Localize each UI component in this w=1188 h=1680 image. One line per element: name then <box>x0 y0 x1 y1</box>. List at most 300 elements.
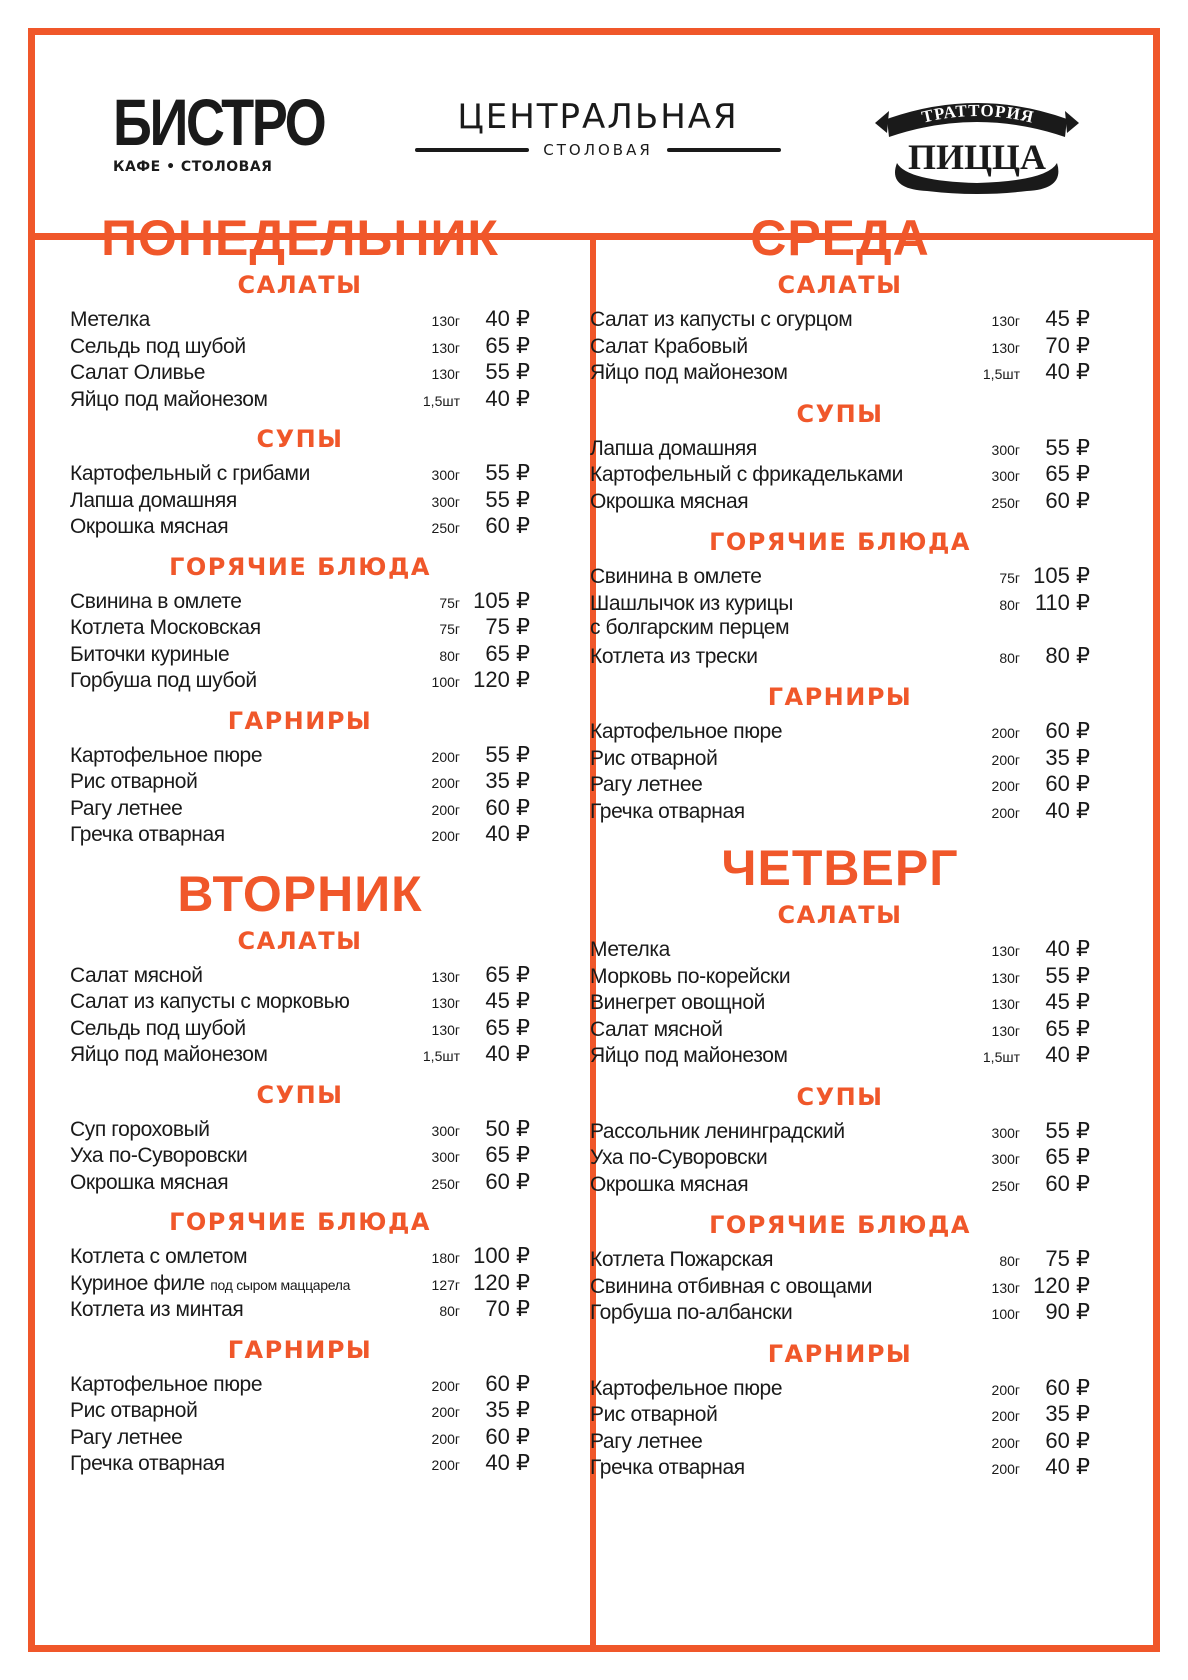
item-price: 40 ₽ <box>1045 936 1090 961</box>
item-name-text: Свинина отбивная с овощами <box>590 1274 873 1298</box>
menu-item <box>70 386 530 413</box>
menu-item <box>70 1296 530 1323</box>
item-name-text: Гречка отварная <box>590 1456 745 1479</box>
item-price: 105 ₽ <box>473 587 530 613</box>
item-name <box>70 462 416 486</box>
item-weight: 300г <box>991 1124 1020 1141</box>
menu-item <box>590 1042 1090 1069</box>
item-weight: 200г <box>991 1434 1020 1451</box>
menu-item <box>70 1116 530 1143</box>
item-weight: 200г <box>431 775 460 791</box>
item-name <box>590 1248 976 1272</box>
menu-item <box>590 745 1090 772</box>
item-price: 55 ₽ <box>485 741 530 767</box>
section-title: ГОРЯЧИЕ БЛЮДА <box>169 552 431 581</box>
item-price: 90 ₽ <box>1045 1299 1090 1324</box>
svg-text:ТРАТТОРИЯ <box>920 101 1036 127</box>
item-name <box>70 1452 416 1476</box>
item-price: 50 ₽ <box>485 1115 530 1141</box>
item-name <box>70 1298 416 1322</box>
item-price: 45 ₽ <box>1045 306 1090 331</box>
logo-line-left <box>415 148 529 152</box>
item-price: 60 ₽ <box>1045 771 1090 796</box>
item-price: 75 ₽ <box>1045 1246 1090 1271</box>
item-name-text: Сельдь под шубой <box>70 334 246 358</box>
item-weight: 180г <box>431 1250 460 1266</box>
item-price: 45 ₽ <box>1045 989 1090 1014</box>
item-price: 40 ₽ <box>485 821 530 846</box>
day-block-2 <box>590 210 1090 824</box>
item-price: 60 ₽ <box>485 513 530 538</box>
item-price: 60 ₽ <box>485 1370 530 1396</box>
menu-item <box>590 718 1090 745</box>
menu-item <box>590 616 1090 643</box>
item-name-text: Винегрет овощной <box>590 991 765 1014</box>
item-name <box>590 747 976 771</box>
item-name-text: Шашлычок из курицы <box>590 591 793 615</box>
item-name-text: Картофельный с фрикадельками <box>590 463 903 486</box>
item-price: 40 ₽ <box>485 1041 530 1066</box>
item-name-text: Салат Крабовый <box>590 334 748 358</box>
item-weight: 130г <box>991 996 1020 1012</box>
item-weight: 75г <box>999 570 1020 586</box>
item-price: 40 ₽ <box>485 385 530 411</box>
section-title: ГАРНИРЫ <box>227 1335 373 1364</box>
item-price: 55 ₽ <box>485 460 530 485</box>
item-weight: 200г <box>991 1381 1020 1398</box>
day-title: ЧЕТВЕРГ <box>721 840 959 896</box>
section-title: СУПЫ <box>796 399 884 428</box>
item-name-text: Лапша домашняя <box>590 436 757 460</box>
item-name <box>70 308 416 332</box>
item-weight: 130г <box>991 1022 1020 1039</box>
item-weight: 250г <box>991 1177 1020 1194</box>
item-name <box>590 308 976 332</box>
menu-item <box>590 1454 1090 1481</box>
menu-item <box>70 306 530 333</box>
menu-item <box>590 1401 1090 1428</box>
menu-item <box>70 487 530 514</box>
item-price: 35 ₽ <box>1045 744 1090 770</box>
section-title: СУПЫ <box>796 1082 884 1111</box>
item-name <box>590 437 976 461</box>
section-title: САЛАТЫ <box>237 926 363 955</box>
menu-item <box>70 1015 530 1042</box>
item-price: 65 ₽ <box>1045 461 1090 486</box>
item-weight: 200г <box>991 1408 1020 1424</box>
menu-item <box>70 359 530 386</box>
item-name <box>590 1403 976 1427</box>
item-name-text: Рис отварной <box>70 1399 198 1422</box>
item-name <box>70 1373 416 1397</box>
item-price: 65 ₽ <box>485 640 530 666</box>
item-name <box>70 643 416 667</box>
item-weight: 130г <box>431 995 460 1011</box>
item-weight: 300г <box>431 1122 460 1139</box>
item-name-text: Окрошка мясная <box>590 1172 749 1196</box>
item-weight: 200г <box>991 778 1020 794</box>
item-price: 120 ₽ <box>473 1269 530 1295</box>
left-column <box>70 210 530 1477</box>
right-column <box>590 210 1090 1481</box>
item-name-text: Рагу летнее <box>590 1429 703 1453</box>
item-name-text: Горбуша по-албански <box>590 1301 793 1324</box>
item-weight: 1,5шт <box>982 1049 1020 1065</box>
item-weight: 75г <box>439 594 460 611</box>
item-price: 65 ₽ <box>485 332 530 358</box>
logo-bistro-title: БИСТРО <box>113 85 325 159</box>
item-name-text: Яйцо под майонезом <box>590 1044 788 1067</box>
item-note: под сыром маццарела <box>210 1276 351 1293</box>
item-name <box>590 592 976 616</box>
item-name-text: с болгарским перцем <box>590 616 790 639</box>
item-name-text: Рагу летнее <box>590 773 703 796</box>
item-weight: 1,5шт <box>422 392 460 409</box>
menu-item <box>70 588 530 615</box>
menu-item <box>590 488 1090 515</box>
item-weight: 130г <box>991 969 1020 986</box>
item-weight: 300г <box>991 441 1020 458</box>
item-weight: 200г <box>431 1404 460 1420</box>
item-name-text: Картофельный с грибами <box>70 462 310 485</box>
item-price: 70 ₽ <box>485 1296 530 1321</box>
item-price: 60 ₽ <box>1045 1427 1090 1453</box>
item-weight: 127г <box>431 1276 460 1293</box>
menu-item <box>590 435 1090 462</box>
item-name <box>590 1018 976 1042</box>
item-weight: 80г <box>439 1303 460 1319</box>
menu-item <box>590 461 1090 488</box>
item-weight: 130г <box>991 1279 1020 1296</box>
logo-central-title: ЦЕНТРАЛЬНАЯ <box>457 97 739 137</box>
item-name <box>70 361 416 385</box>
item-name <box>590 1173 976 1197</box>
item-price: 40 ₽ <box>1045 1042 1090 1067</box>
item-name <box>590 720 976 744</box>
menu-item <box>590 1375 1090 1402</box>
item-name-text: Сельдь под шубой <box>70 1016 246 1040</box>
item-name-text: Окрошка мясная <box>70 515 229 538</box>
item-name <box>590 1044 976 1068</box>
item-name-text: Картофельное пюре <box>70 743 263 767</box>
menu-item <box>70 1169 530 1196</box>
item-price: 120 ₽ <box>473 667 530 692</box>
item-name-text: Картофельное пюре <box>590 1376 783 1400</box>
menu-item <box>70 1450 530 1477</box>
item-weight: 200г <box>431 801 460 818</box>
menu-item <box>70 614 530 641</box>
section-title: СУПЫ <box>256 1080 344 1109</box>
item-weight: 200г <box>991 804 1020 821</box>
logo-pizza <box>867 93 1087 203</box>
menu-item <box>590 1299 1090 1326</box>
item-name-text: Рис отварной <box>70 770 198 793</box>
item-name <box>70 1017 416 1041</box>
item-price: 120 ₽ <box>1033 1272 1090 1298</box>
item-price: 60 ₽ <box>485 1423 530 1449</box>
item-weight: 100г <box>991 1306 1020 1322</box>
menu-item <box>70 460 530 487</box>
item-name <box>590 490 976 514</box>
menu-item <box>590 333 1090 360</box>
item-name-text: Свинина в омлете <box>590 565 762 588</box>
item-name-text: Картофельное пюре <box>70 1372 263 1396</box>
item-name <box>590 1275 976 1299</box>
item-name <box>70 1272 416 1296</box>
item-weight: 130г <box>431 968 460 985</box>
item-name-text: Рис отварной <box>590 746 718 770</box>
day-block-0 <box>70 210 530 848</box>
item-weight: 130г <box>991 943 1020 959</box>
item-price: 35 ₽ <box>485 1397 530 1422</box>
item-name <box>590 645 976 669</box>
item-name <box>70 1245 416 1269</box>
menu-item <box>70 1243 530 1270</box>
item-price: 65 ₽ <box>1045 1144 1090 1169</box>
item-name-text: Салат мясной <box>70 963 203 987</box>
day-title: ВТОРНИК <box>177 865 423 922</box>
item-name <box>590 361 976 385</box>
item-name <box>590 1456 976 1480</box>
menu-item <box>70 667 530 694</box>
item-price: 105 ₽ <box>1033 563 1090 588</box>
item-weight: 300г <box>991 1151 1020 1167</box>
item-name-text: Суп гороховый <box>70 1117 210 1141</box>
menu-item <box>70 988 530 1015</box>
item-price: 55 ₽ <box>485 359 530 384</box>
item-price: 55 ₽ <box>485 486 530 512</box>
item-name-text: Рагу летнее <box>70 1425 183 1449</box>
item-weight: 200г <box>991 751 1020 768</box>
item-price: 40 ₽ <box>485 306 530 331</box>
item-price: 40 ₽ <box>485 1450 530 1475</box>
logo-central-subtitle: СТОЛОВАЯ <box>543 141 653 159</box>
item-price: 80 ₽ <box>1045 642 1090 668</box>
item-name-text: Яйцо под майонезом <box>70 387 268 411</box>
item-weight: 130г <box>431 366 460 382</box>
logo-bistro-subtitle: КАФЕ • СТОЛОВАЯ <box>113 159 273 175</box>
item-price: 55 ₽ <box>1045 962 1090 988</box>
menu-item <box>590 989 1090 1016</box>
item-price: 60 ₽ <box>1045 718 1090 743</box>
menu-item <box>70 962 530 989</box>
item-name <box>70 797 416 821</box>
section-title: САЛАТЫ <box>777 901 903 929</box>
item-name <box>590 1430 976 1454</box>
item-price: 60 ₽ <box>1045 1170 1090 1196</box>
item-price: 45 ₽ <box>485 988 530 1013</box>
item-name <box>590 773 976 797</box>
item-name-text: Метелка <box>70 308 150 331</box>
item-name-text: Рис отварной <box>590 1403 718 1426</box>
day-block-3 <box>590 840 1090 1481</box>
logo-bistro <box>113 85 325 175</box>
item-name-text: Куриное филе <box>70 1271 205 1295</box>
item-price: 60 ₽ <box>1045 1374 1090 1400</box>
item-name-text: Гречка отварная <box>590 799 745 823</box>
item-name-text: Яйцо под майонезом <box>70 1043 268 1066</box>
item-name <box>70 1426 416 1450</box>
item-name-text: Яйцо под майонезом <box>590 361 788 384</box>
item-name <box>70 823 416 847</box>
item-weight: 130г <box>991 313 1020 329</box>
item-name-text: Картофельное пюре <box>590 720 783 743</box>
day-title: ПОНЕДЕЛЬНИК <box>101 210 499 266</box>
item-name <box>590 965 976 989</box>
item-name <box>70 964 416 988</box>
menu-item <box>590 936 1090 963</box>
logo-line-right <box>667 148 781 152</box>
item-weight: 300г <box>431 493 460 510</box>
item-price: 55 ₽ <box>1045 434 1090 460</box>
item-weight: 300г <box>431 1149 460 1165</box>
item-name <box>590 991 976 1015</box>
item-price: 40 ₽ <box>1045 1454 1090 1479</box>
menu-item <box>70 333 530 360</box>
item-name <box>70 335 416 359</box>
item-name <box>70 990 416 1014</box>
menu-item <box>590 1118 1090 1145</box>
item-name-text: Гречка отварная <box>70 823 225 846</box>
item-name-text: Котлета из трески <box>590 644 758 668</box>
item-weight: 200г <box>431 828 460 844</box>
item-name-text: Лапша домашняя <box>70 488 237 512</box>
item-name-text: Рагу летнее <box>70 796 183 820</box>
section-title: СУПЫ <box>256 425 344 453</box>
item-weight: 250г <box>431 1175 460 1192</box>
item-name-text: Котлета Пожарская <box>590 1248 774 1271</box>
item-weight: 80г <box>999 1253 1020 1269</box>
menu-item <box>70 513 530 540</box>
section-title: САЛАТЫ <box>237 271 363 299</box>
item-name-text: Горбуша под шубой <box>70 669 257 692</box>
item-price: 40 ₽ <box>1045 359 1090 384</box>
item-weight: 80г <box>999 596 1020 613</box>
item-name <box>70 1171 416 1195</box>
item-weight: 200г <box>991 1461 1020 1477</box>
item-name-text: Биточки куриные <box>70 642 230 666</box>
menu-item <box>70 795 530 822</box>
item-weight: 130г <box>431 339 460 356</box>
menu-item <box>590 1246 1090 1273</box>
item-name <box>70 1118 416 1142</box>
menu-item <box>590 963 1090 990</box>
menu-item <box>70 1371 530 1398</box>
item-name <box>70 1043 416 1067</box>
section-title: ГОРЯЧИЕ БЛЮДА <box>709 528 971 556</box>
item-price: 60 ₽ <box>485 794 530 820</box>
menu-item <box>590 563 1090 590</box>
item-price: 65 ₽ <box>485 1014 530 1040</box>
item-weight: 1,5шт <box>982 366 1020 382</box>
item-price: 100 ₽ <box>473 1243 530 1268</box>
menu-item <box>70 1270 530 1297</box>
item-weight: 75г <box>439 621 460 637</box>
item-name <box>590 1377 976 1401</box>
menu-item <box>70 1397 530 1424</box>
item-price: 110 ₽ <box>1034 589 1090 615</box>
item-name <box>590 565 976 589</box>
item-name <box>70 1399 416 1423</box>
menu-item <box>590 1273 1090 1300</box>
item-price: 55 ₽ <box>1045 1117 1090 1143</box>
item-name-text: Окрошка мясная <box>70 1170 229 1194</box>
section-title: ГОРЯЧИЕ БЛЮДА <box>709 1211 971 1239</box>
item-name-text: Котлета с омлетом <box>70 1245 248 1268</box>
section-title: ГАРНИРЫ <box>767 1339 913 1368</box>
item-price: 75 ₽ <box>485 614 530 639</box>
item-weight: 300г <box>991 468 1020 484</box>
item-name <box>70 770 416 794</box>
menu-item <box>70 768 530 795</box>
menu-item <box>70 1142 530 1169</box>
item-name-text: Котлета Московская <box>70 616 261 639</box>
item-name <box>70 669 416 693</box>
item-weight: 130г <box>991 339 1020 356</box>
day-block-1 <box>70 866 530 1477</box>
section-title: ГАРНИРЫ <box>767 683 913 711</box>
item-price: 65 ₽ <box>485 961 530 987</box>
item-name <box>70 616 416 640</box>
item-price: 60 ₽ <box>485 1168 530 1194</box>
item-name <box>70 744 416 768</box>
item-weight: 80г <box>439 647 460 664</box>
item-name <box>70 590 416 614</box>
item-weight: 130г <box>431 1021 460 1038</box>
menu-item <box>590 798 1090 825</box>
menu-item <box>590 1144 1090 1171</box>
item-name <box>70 489 416 513</box>
item-weight: 100г <box>431 674 460 690</box>
item-name-text: Салат мясной <box>590 1017 723 1041</box>
item-price: 65 ₽ <box>485 1142 530 1167</box>
menu-item <box>590 306 1090 333</box>
item-weight: 250г <box>991 494 1020 511</box>
item-weight: 200г <box>431 1430 460 1447</box>
menu-item <box>70 821 530 848</box>
item-weight: 250г <box>431 520 460 536</box>
item-price: 35 ₽ <box>485 768 530 793</box>
menu-item <box>70 1041 530 1068</box>
item-name <box>70 388 416 412</box>
item-name-text: Окрошка мясная <box>590 489 749 513</box>
item-name <box>590 938 976 962</box>
menu-item <box>70 742 530 769</box>
item-name-text: Свинина в омлете <box>70 589 242 613</box>
item-name-text: Рассольник ленинградский <box>590 1119 845 1143</box>
menu-item <box>590 1171 1090 1198</box>
menu-item <box>590 590 1090 617</box>
item-weight: 200г <box>991 725 1020 741</box>
item-name-text: Уха по-Суворовски <box>590 1146 768 1169</box>
menu-item <box>590 771 1090 798</box>
menu-item <box>70 641 530 668</box>
section-title: ГАРНИРЫ <box>227 706 373 735</box>
item-name-text: Уха по-Суворовски <box>70 1144 248 1167</box>
menu-item <box>590 1016 1090 1043</box>
item-name <box>590 1146 976 1170</box>
item-name <box>70 515 416 539</box>
section-title: САЛАТЫ <box>777 271 903 299</box>
item-name <box>590 616 976 640</box>
item-name <box>590 1301 976 1325</box>
item-weight: 80г <box>999 649 1020 666</box>
menu-item <box>70 1424 530 1451</box>
item-name-text: Гречка отварная <box>70 1452 225 1475</box>
item-weight: 1,5шт <box>422 1048 460 1064</box>
item-weight: 300г <box>431 467 460 483</box>
menu-item <box>590 359 1090 386</box>
